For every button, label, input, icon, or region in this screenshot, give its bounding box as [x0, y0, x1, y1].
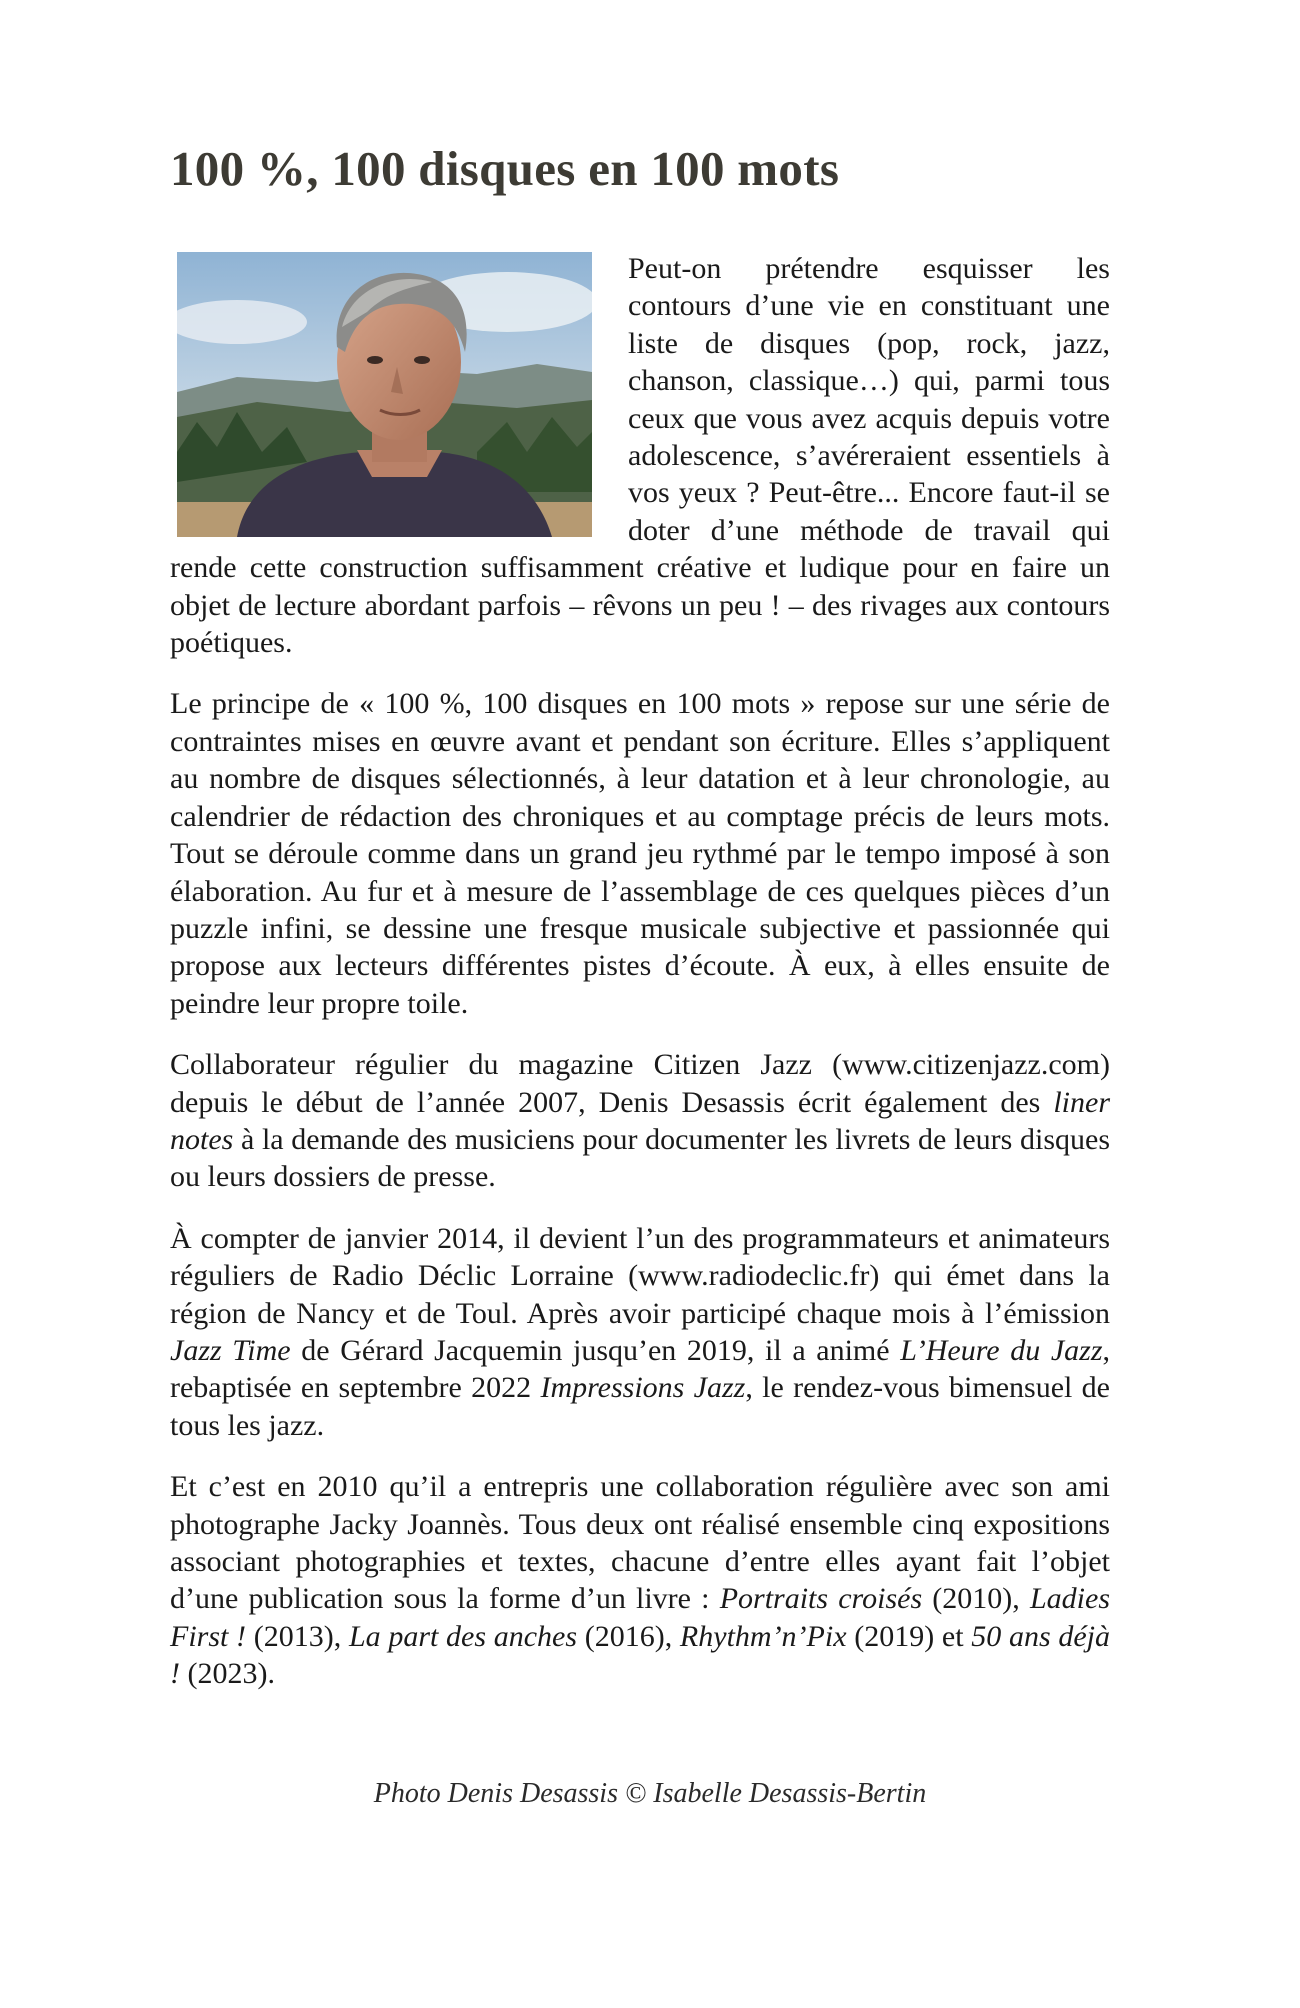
text-run: (2023).	[180, 1657, 275, 1691]
text-run: , rebaptisée en septembre 2022	[170, 1333, 1111, 1405]
italic-title: L’Heure du Jazz	[900, 1333, 1103, 1367]
text-run: Le principe de « 100 %, 100 disques en 100 mots » repose sur une série de contraintes mises en œuvre avant et pendant son écriture. Elles s’appliquent au nombre de disques sélectionnés, à leur datation et à leur chronologie, au calendrier de rédaction des chroniques et au comptage précis de leurs mots. Tout se déroule comme dans un grand jeu rythmé par le tempo imposé à son élaboration. Au fur et à mesure de l’assemblage de ces quelques pièces d’un puzzle infini, se dessine une fresque musicale subjective et passionnée qui propose aux lecteurs différentes pistes d’écoute. À eux, à elles ensuite de peindre leur propre toile.	[170, 687, 1110, 1020]
photo-credit-caption: Photo Denis Desassis © Isabelle Desassis-Bertin	[373, 1778, 927, 1809]
italic-title: Portraits croisés	[719, 1582, 923, 1616]
italic-title: Jazz Time	[170, 1333, 291, 1367]
text-run: (2016),	[577, 1619, 680, 1653]
italic-title: La part des anches	[348, 1619, 578, 1653]
paragraph-radio	[170, 1220, 1110, 1444]
text-run: , le rendez-vous bimensuel de tous les jazz.	[170, 1371, 1110, 1442]
author-photo-image	[177, 252, 592, 537]
text-run: À compter de janvier 2014, il devient l’un des programmateurs et animateurs réguliers de Radio Déclic Lorraine (www.radiodeclic.fr) qui émet dans la région de Nancy et de Toul. Après avoir participé chaque mois à l’émission	[170, 1221, 1110, 1330]
text-run: à la demande des musiciens pour documenter les livrets de leurs disques ou leurs dossiers de presse.	[170, 1122, 1110, 1194]
paragraph-collaboration	[170, 1468, 1110, 1692]
text-run: (2013),	[246, 1619, 349, 1653]
text-run: Peut-on prétendre esquisser les contours d’une vie en constituant une liste de disques (pop, rock, jazz, chanson, classique…) qui, parmi tous ceux que vous avez acquis depuis votre adolescence, s’avéreraient essentiels à vos yeux ? Peut-être... Encore faut-il se doter d’une méthode de travail qui rende cette construction suffisamment créative et ludique pour en faire un objet de lecture abordant parfois – rêvons un peu ! – des rivages aux contours poétiques.	[170, 252, 1110, 660]
italic-title: 50 ans déjà !	[170, 1619, 1110, 1691]
italic-title: Ladies First !	[170, 1582, 1110, 1653]
paragraph-citizen-jazz	[170, 1046, 1110, 1196]
paragraph-principle	[170, 685, 1110, 1022]
italic-title: Rhythm’n’Pix	[679, 1619, 847, 1653]
text-run: (2019) et	[846, 1619, 972, 1653]
italic-title: Impressions Jazz	[540, 1371, 746, 1405]
text-run: de Gérard Jacquemin jusqu’en 2019, il a animé	[290, 1333, 901, 1367]
author-photo	[177, 252, 592, 537]
article-body	[170, 250, 1110, 1717]
text-run: Collaborateur régulier du magazine Citizen Jazz (www.citizenjazz.com) depuis le début de l’année 2007, Denis Desassis écrit également des	[170, 1048, 1110, 1119]
text-run: (2010),	[922, 1582, 1030, 1616]
page-title: 100 %, 100 disques en 100 mots	[170, 141, 840, 196]
italic-title: liner notes	[170, 1085, 1110, 1156]
text-run: Et c’est en 2010 qu’il a entrepris une collaboration régulière avec son ami photographe Jacky Joannès. Tous deux ont réalisé ensemble cinq expositions associant photographies et textes, chacune d’entre elles ayant fait l’objet d’une publication sous la forme d’un livre :	[170, 1470, 1110, 1616]
